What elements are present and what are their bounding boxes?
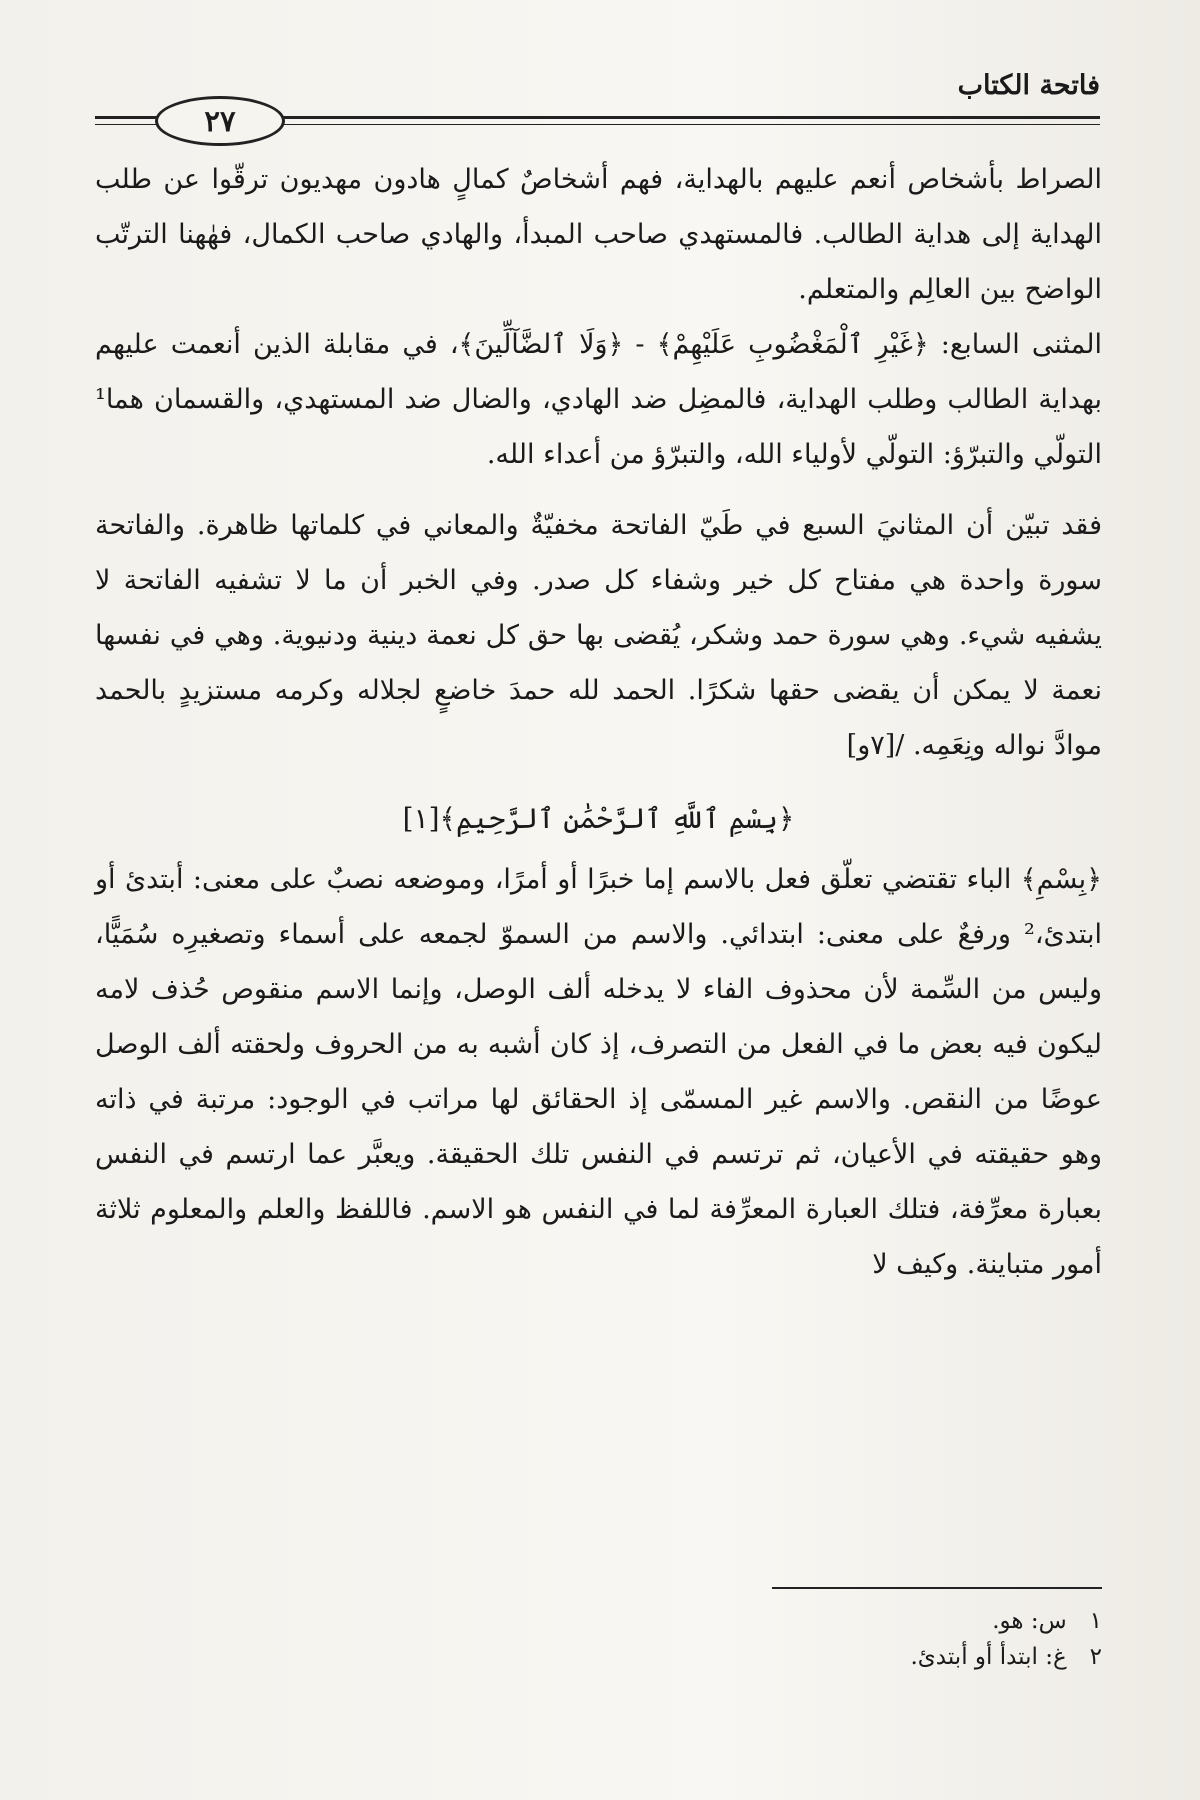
paragraph-1: الصراط بأشخاص أنعم عليهم بالهداية، فهم أشخاصٌ كمالٍ هادون مهديون ترقّوا عن طلب الهداية إلى هداية الطالب. فالمستهدي صاحب المبدأ، والهادي صاحب الكمال، فهٰهنا الترتّب الواضح بين العالِم والمتعلم. xyxy=(95,164,1102,305)
footnote-2 xyxy=(402,1639,1102,1675)
footnote-text: غ: ابتدأ أو أبتدئ. xyxy=(910,1644,1067,1670)
footnote-number: ١ xyxy=(1089,1608,1102,1634)
page-number: ٢٧ xyxy=(155,96,285,146)
paragraph-gap xyxy=(95,482,1102,498)
footnote-rule xyxy=(772,1587,1102,1589)
footnotes xyxy=(402,1603,1102,1675)
running-title: فاتحة الكتاب xyxy=(957,70,1100,101)
page-header xyxy=(95,70,1100,138)
footnote-1 xyxy=(402,1603,1102,1639)
basmala-verse: ﴿بِسْمِ ٱللَّهِ ٱلرَّحْمَٰنِ ٱلرَّحِيمِ﴾[١] xyxy=(402,802,795,835)
footnote-number: ٢ xyxy=(1089,1644,1102,1670)
paragraph-4: ﴿بِسْمِ﴾ الباء تقتضي تعلّق فعل بالاسم إما خبرًا أو أمرًا، وموضعه نصبٌ على معنى: أبتدئ أو ابتدئ،² ورفعٌ على معنى: ابتدائي. والاسم من السموّ لجمعه على أسماء وتصغيرِه سُمَيًّا، وليس من السِّمة لأن محذوف الفاء لا يدخله ألف الوصل، وإنما الاسم منقوص حُذف لامه ليكون فيه بعض ما في الفعل من التصرف، إذ كان أشبه به من الحروف ولحقته ألف الوصل عوضًا من النقص. والاسم غير المسمّى إذ الحقائق لها مراتب في الوجود: مرتبة في ذاته وهو حقيقته في الأعيان، ثم ترتسم في النفس تلك الحقيقة. ويعبَّر عما ارتسم في النفس بعبارة معرِّفة، فتلك العبارة المعرِّفة لما في النفس هو الاسم. فاللفظ والعلم والمعلوم ثلاثة أمور متباينة. وكيف لا xyxy=(95,864,1102,1280)
main-text xyxy=(95,152,1102,1292)
footnote-text: س: هو. xyxy=(992,1608,1067,1634)
paragraph-3: فقد تبيّن أن المثانيَ السبع في طَيّ الفاتحة مخفيّةٌ والمعاني في كلماتها ظاهرة. والفاتحة سورة واحدة هي مفتاح كل خير وشفاء كل صدر. وفي الخبر أن ما لا تشفيه الفاتحة لا يشفيه شيء. وهي سورة حمد وشكر، يُقضى بها حق كل نعمة دينية ودنيوية. وهي في نفسها نعمة لا يمكن أن يقضى حقها شكرًا. الحمد لله حمدَ خاضعٍ لجلاله وكرمه مستزيدٍ بالحمد موادَّ نواله ونِعَمِه. /[٧و] xyxy=(95,510,1102,761)
paragraph-2: المثنى السابع: ﴿غَيْرِ ٱلْمَغْضُوبِ عَلَيْهِمْ﴾ - ﴿وَلَا ٱلضَّآلِّينَ﴾، في مقابلة الذين أنعمت عليهم بهداية الطالب وطلب الهداية، فالمضِل ضد الهادي، والضال ضد المستهدي، والقسمان هما¹ التولّي والتبرّؤ: التولّي لأولياء الله، والتبرّؤ من أعداء الله. xyxy=(95,329,1102,470)
